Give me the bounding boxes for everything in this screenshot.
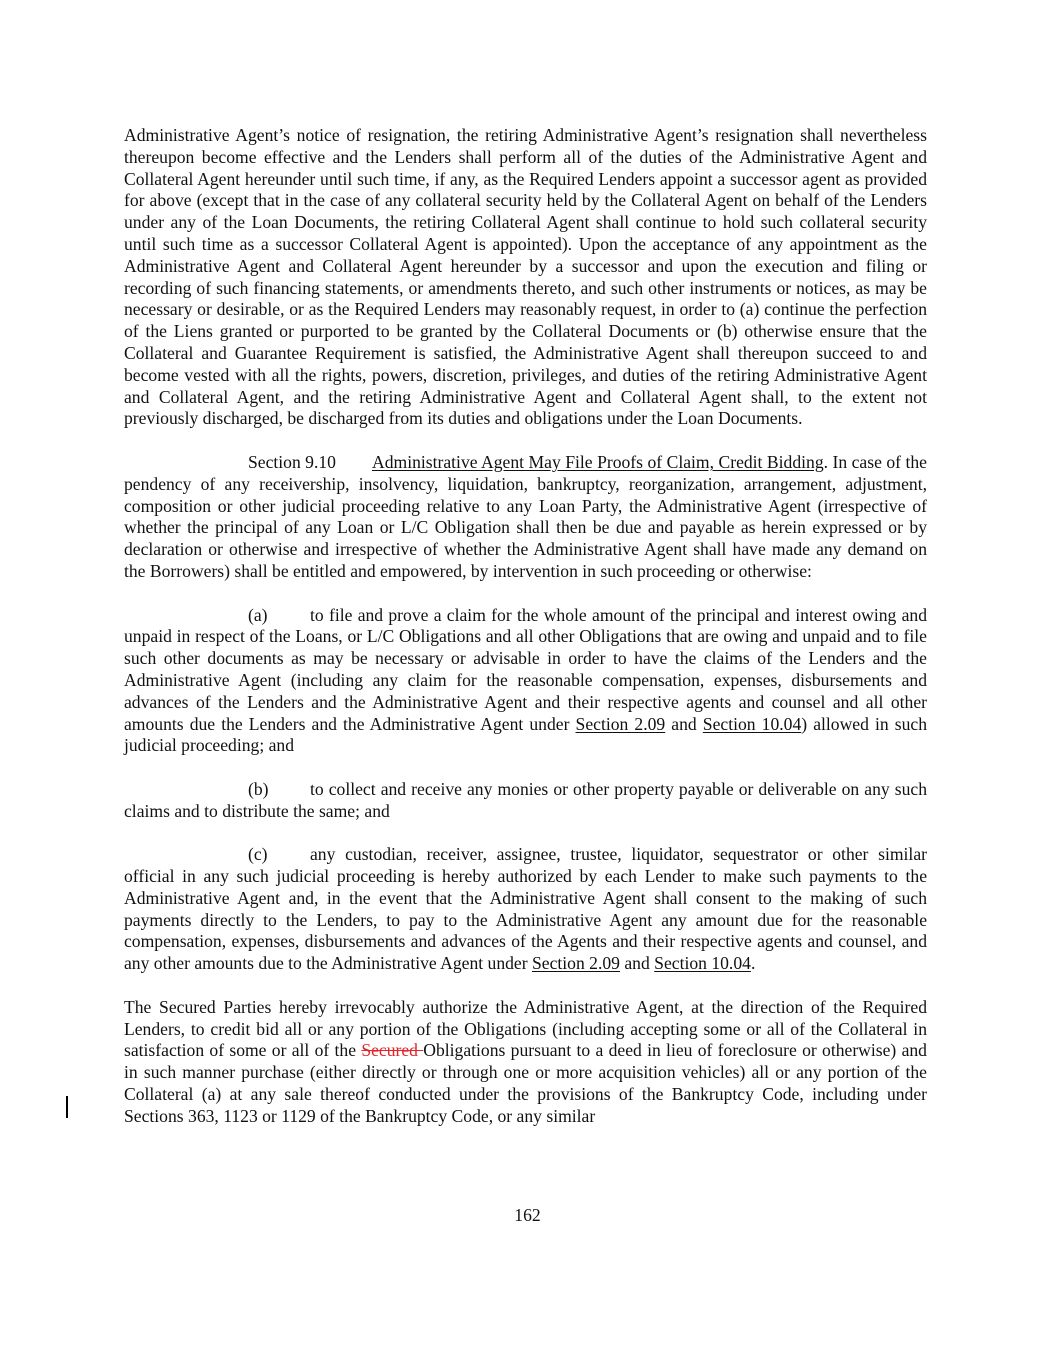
clause-b	[124, 779, 927, 823]
clause-a	[124, 605, 927, 758]
clause-c-text: any custodian, receiver, assignee, trustee, liquidator, sequestrator or other similar official in any such judicial proceeding is hereby authorized by each Lender to make such payments to the Administrative Agent and, in the event that the Administrative Agent shall consent to the making of such payments directly to the Lenders, to pay to the Administrative Agent any amount due for the reasonable compensation, expenses, disbursements and advances of the Agents and their respective agents and counsel, and any other amounts due to the Administrative Agent under	[124, 844, 927, 974]
cross-reference-section-10-04: Section 10.04	[654, 953, 751, 974]
section-body: In case of the pendency of any receivership, insolvency, liquidation, bankruptcy, reorganization, arrangement, adjustment, composition or other judicial proceeding relative to any Loan Party, the Administrative Agent (irrespective of whether the principal of any Loan or L/C Obligation shall then be due and payable as herein expressed or by declaration or otherwise and irrespective of whether the Administrative Agent shall have made any demand on the Borrowers) shall be entitled and empowered, by intervention in such proceeding or otherwise:	[124, 451, 927, 581]
clause-a-label: (a)	[248, 604, 268, 625]
clause-c-label: (c)	[248, 844, 268, 865]
credit-bid-text-2: Obligations pursuant to a deed in lieu of foreclosure or otherwise) and in such manner purchase (either directly or through one or more acquisition vehicles) all or any portion of the Collateral (a) at any sale thereof conducted under the provisions of the Bankruptcy Code, including under Sections 363, 1123 or 1129 of the Bankruptcy Code, or any similar	[124, 1040, 927, 1126]
section-title: Administrative Agent May File Proofs of Claim, Credit Bidding	[372, 451, 824, 472]
clause-b-text: to collect and receive any monies or other property payable or deliverable on any such claims and to distribute the same; and	[124, 778, 927, 821]
cross-reference-section-10-04: Section 10.04	[702, 713, 802, 734]
clause-a-text: to file and prove a claim for the whole amount of the principal and interest owing and unpaid in respect of the Loans, or L/C Obligations and all other Obligations that are owing and unpaid and to file such other documents as may be necessary or advisable in order to have the claims of the Lenders and the Administrative Agent (including any claim for the reasonable compensation, expenses, disbursements and advances of the Lenders and the Administrative Agent and their respective agents and counsel and all other amounts due the Lenders and the Administrative Agent under	[124, 604, 927, 734]
credit-bid-text-1: The Secured Parties hereby irrevocably authorize the Administrative Agent, at the direction of the Required Lenders, to credit bid all or any portion of the Obligations (including accepting some or all of the Collateral in satisfaction of some or all of the	[124, 996, 927, 1061]
page-number: 162	[514, 1205, 541, 1225]
document-page	[124, 125, 927, 1128]
paragraph-section-9-10	[124, 452, 927, 583]
clause-c-end: .	[750, 953, 756, 974]
cross-reference-section-2-09: Section 2.09	[532, 953, 620, 974]
section-number: Section 9.10	[248, 451, 336, 472]
paragraph-credit-bid	[124, 997, 927, 1128]
clause-b-label: (b)	[248, 778, 269, 799]
clause-c	[124, 844, 927, 975]
clause-c-connector: and	[619, 953, 655, 974]
paragraph-resignation: Administrative Agent’s notice of resignation, the retiring Administrative Agent’s resignation shall nevertheless thereupon become effective and the Lenders shall perform all of the duties of the Administrative Agent and Collateral Agent hereunder until such time, if any, as the Required Lenders appoint a successor agent as provided for above (except that in the case of any collateral security held by the Collateral Agent on behalf of the Lenders under any of the Loan Documents, the retiring Collateral Agent shall continue to hold such collateral security until such time as a successor Collateral Agent is appointed). Upon the acceptance of any appointment as the Administrative Agent and Collateral Agent hereunder by a successor and upon the execution and filing or recording of such financing statements, or amendments thereto, and such other instruments or notices, as may be necessary or desirable, or as the Required Lenders may reasonably request, in order to (a) continue the perfection of the Liens granted or purported to be granted by the Collateral Documents or (b) otherwise ensure that the Collateral and Guarantee Requirement is satisfied, the Administrative Agent shall thereupon succeed to and become vested with all the rights, powers, discretion, privileges, and duties of the retiring Administrative Agent and Collateral Agent, and the retiring Administrative Agent and Collateral Agent shall, to the extent not previously discharged, be discharged from its duties and obligations under the Loan Documents.	[124, 125, 927, 429]
clause-a-end: ) allowed in such judicial proceeding; and	[124, 713, 928, 756]
cross-reference-section-2-09: Section 2.09	[575, 713, 666, 734]
deleted-text-secured: Secured	[361, 1040, 424, 1061]
clause-a-connector: and	[665, 713, 703, 734]
revision-change-bar	[66, 1096, 68, 1118]
section-title-end: .	[823, 451, 829, 472]
